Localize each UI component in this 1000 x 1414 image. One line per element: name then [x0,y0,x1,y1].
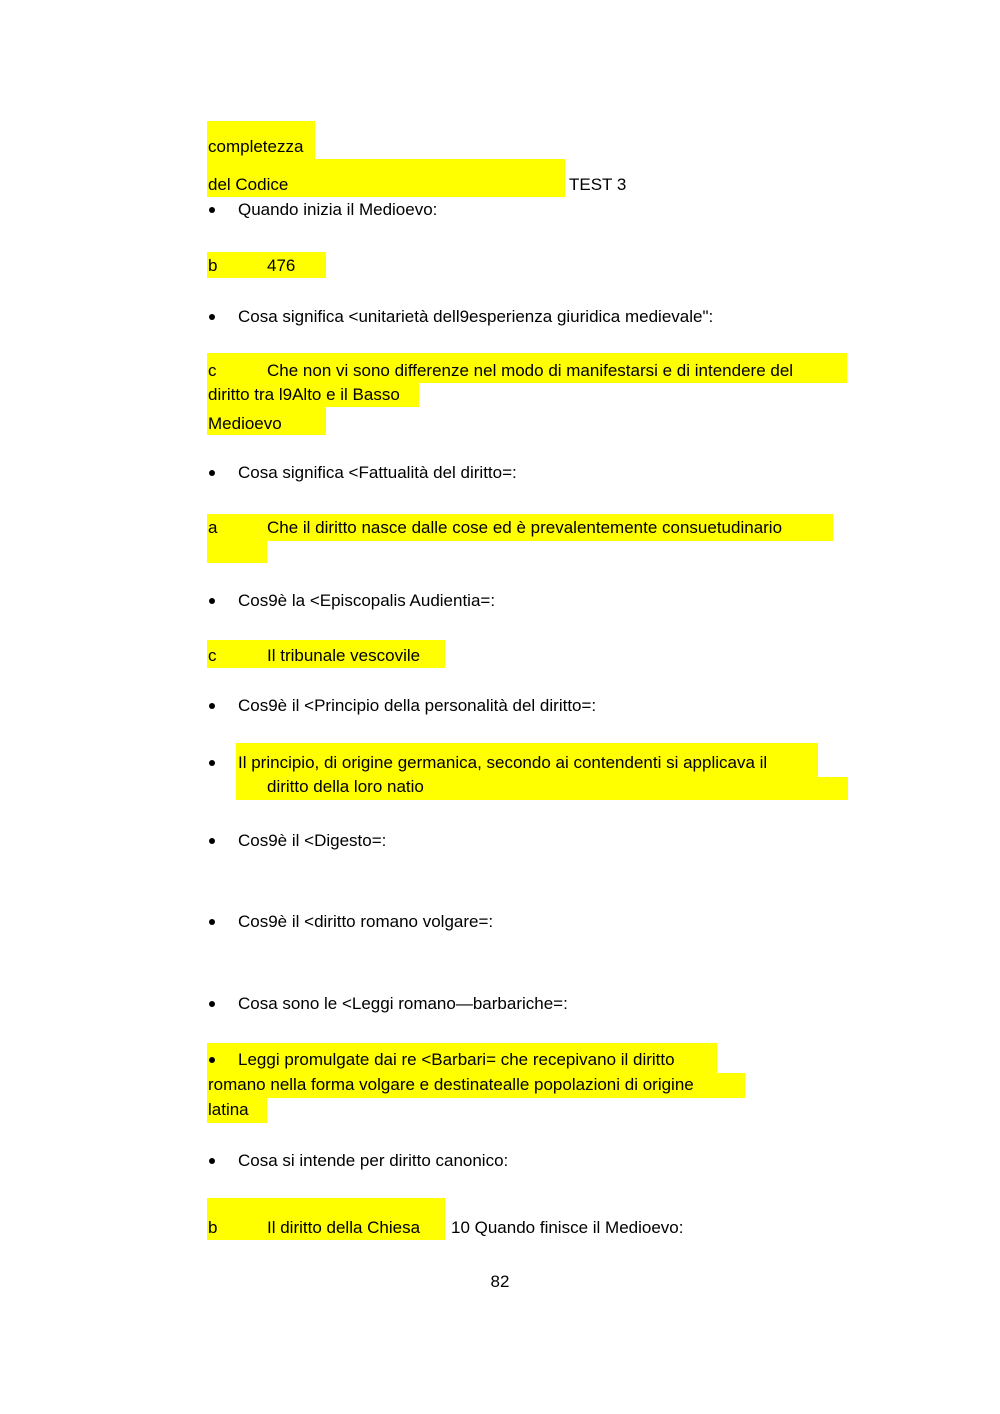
answer-letter-3: a [208,518,218,537]
bullet-icon [209,598,215,604]
answer-letter-2: c [208,361,217,380]
bullet-icon [209,470,215,476]
answer-letter-1: b [208,256,218,275]
header-line-1: completezza [208,137,304,156]
answer-8-line-2: romano nella forma volgare e destinatealle popolazioni di origine [208,1075,694,1094]
answer-2-line-3: Medioevo [208,414,282,433]
answer-letter-4: c [208,646,217,665]
answer-3: Che il diritto nasce dalle cose ed è prevalentemente consuetudinario [267,518,783,537]
answer-letter-9: b [208,1218,218,1237]
question-6: Cos9è il <Digesto=: [238,831,387,850]
bullet-icon [209,314,215,320]
bullet-icon [209,1158,215,1164]
test-label: TEST 3 [569,175,627,194]
bullet-icon [209,760,215,766]
answer-4: Il tribunale vescovile [267,646,421,665]
question-4: Cos9è la <Episcopalis Audientia=: [238,591,496,610]
highlight [207,541,267,563]
answer-9: Il diritto della Chiesa [267,1218,421,1237]
bullet-icon [209,703,215,709]
trailing-question: 10 Quando finisce il Medioevo: [451,1218,684,1237]
answer-5-line-1: Il principio, di origine germanica, secondo ai contendenti si applicava il [238,753,768,772]
answer-8-line-3: latina [208,1100,249,1119]
bullet-icon [209,838,215,844]
header-line-2: del Codice [208,175,289,194]
question-9: Cosa si intende per diritto canonico: [238,1151,509,1170]
question-2: Cosa significa <unitarietà dell9esperienza giuridica medievale": [238,307,714,326]
page-number: 82 [490,1272,510,1291]
answer-5-line-2: diritto della loro natio [267,777,424,796]
question-1: Quando inizia il Medioevo: [238,200,438,219]
answer-2-line-1: Che non vi sono differenze nel modo di manifestarsi e di intendere del [267,361,794,380]
question-7: Cos9è il <diritto romano volgare=: [238,912,494,931]
bullet-icon [209,1057,215,1063]
bullet-icon [209,919,215,925]
answer-8-line-1: Leggi promulgate dai re <Barbari= che recepivano il diritto [238,1050,675,1069]
question-3: Cosa significa <Fattualità del diritto=: [238,463,517,482]
question-5: Cos9è il <Principio della personalità del diritto=: [238,696,597,715]
question-8: Cosa sono le <Leggi romano—barbariche=: [238,994,568,1013]
bullet-icon [209,1001,215,1007]
answer-1: 476 [267,256,296,275]
answer-2-line-2: diritto tra l9Alto e il Basso [208,385,400,404]
bullet-icon [209,207,215,213]
